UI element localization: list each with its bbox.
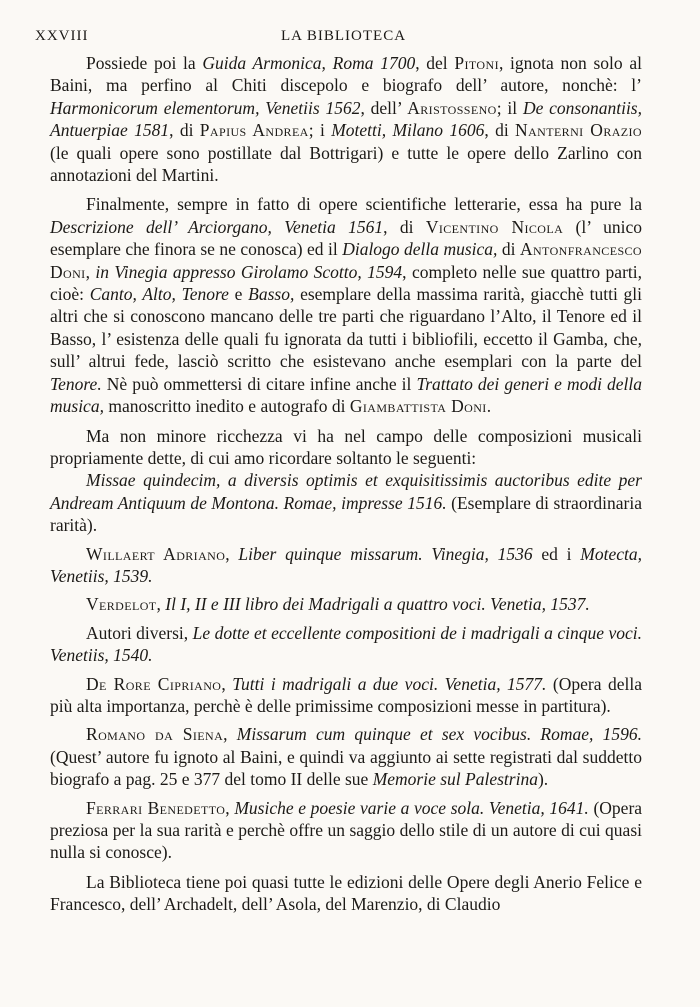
text-run: e: [228, 284, 249, 305]
italic-run: Liber quinque missarum. Vinegia, 1536: [238, 543, 533, 564]
italic-run: Guida Armonica, Roma 1700: [202, 53, 416, 73]
smallcaps-name: Nanterni Orazio: [515, 120, 642, 141]
text-run: ,: [225, 543, 239, 564]
text-run: Possiede poi la: [86, 53, 203, 73]
text-run: di: [497, 239, 520, 260]
text-run: ,: [225, 797, 235, 818]
smallcaps-name: Vicentino Nicola: [425, 216, 564, 237]
italic-run: Tutti i madrigali a due voci. Venetia, 1577.: [232, 673, 547, 694]
italic-run: Il I, II e III libro dei Madrigali a quattro voci. Venetia, 1537.: [165, 594, 590, 615]
running-header: [35, 28, 652, 45]
text-run: , di: [169, 120, 200, 141]
text-run: Ma non minore ricchezza vi ha nel campo delle composizioni musicali propriamente dette, di cui amo ricordare soltanto le seguenti:: [50, 425, 642, 468]
smallcaps-name: Verdelot: [86, 594, 157, 615]
text-run: ed i: [532, 543, 581, 564]
entry-autori-diversi: [50, 622, 642, 667]
text-run: (l’ unico esemplare che finora se ne conosca) ed il: [50, 216, 642, 260]
smallcaps-name: Pitoni: [454, 53, 499, 73]
text-run: , ignota non solo al Baini, ma perfino al Chiti discepolo e biografo dell’ autore, nonchè: l’: [50, 53, 642, 96]
italic-run: Musiche e poesie varie a voce sola. Venetia, 1641.: [234, 797, 589, 818]
italic-run: Basso,: [248, 284, 295, 305]
paragraph-composizioni-intro: [50, 425, 642, 470]
smallcaps-name: Romano da Siena: [86, 724, 224, 745]
text-run: ,: [156, 594, 166, 615]
text-run: , di: [484, 120, 516, 141]
italic-run: Trattato dei generi e modi della musica,: [50, 373, 642, 417]
entry-romano-da-siena: [50, 723, 642, 790]
text-run: ,: [221, 673, 233, 694]
text-run: ; i: [308, 120, 332, 141]
paragraph-finalmente: [50, 193, 642, 417]
running-title: LA BIBLIOTECA: [280, 28, 407, 44]
text-run: (Quest’ autore fu ignoto al Baini, e quindi va aggiunto ai sette registrati dal suddetto biografo a pag. 25 e 377 del tomo II delle sue: [50, 746, 642, 790]
entry-willaert: [50, 543, 642, 588]
page-folio: XXVIII: [35, 28, 89, 44]
text-run: , di: [383, 216, 426, 237]
entry-ferrari: [50, 797, 642, 864]
text-run: Nè può ommettersi di citare infine anche il: [101, 373, 417, 394]
text-run: , completo nelle sue quattro parti, cioè:: [50, 261, 642, 305]
italic-run: Memorie sul Palestrina: [372, 769, 538, 790]
entry-de-rore: [50, 673, 642, 718]
text-run: (Opera della più alta importanza, perchè è delle primissime composizioni messe in partitura).: [50, 673, 642, 716]
text-run: , del: [415, 53, 455, 73]
text-run: (le quali opere sono postillate dal Bottrigari) e tutte le opere dello Zarlino con annotazioni del Martini.: [50, 142, 642, 186]
italic-run: Motetti, Milano 1606: [331, 120, 485, 141]
smallcaps-name: Aristosseno: [407, 97, 497, 118]
text-run: ,: [85, 261, 96, 282]
smallcaps-name: Ferrari Benedetto: [86, 797, 226, 818]
italic-run: Harmonicorum elementorum, Venetiis 1562: [50, 97, 361, 118]
paragraph-pitoni: [50, 52, 642, 186]
italic-run: Dialogo della musica,: [342, 239, 498, 260]
text-run: ,: [223, 724, 237, 745]
text-run: (Esemplare di straordinaria rarità).: [50, 492, 642, 536]
italic-run: Canto, Alto, Tenore: [89, 284, 229, 305]
smallcaps-name: Antonfrancesco Doni: [50, 239, 642, 282]
smallcaps-name: Giambattista Doni: [349, 396, 487, 417]
text-run: ).: [537, 769, 549, 790]
paragraph-biblioteca-edizioni: [50, 871, 642, 916]
text-run: Finalmente, sempre in fatto di opere scientifiche letterarie, essa ha pure la: [86, 194, 642, 215]
entry-missae-quindecim: [50, 469, 642, 536]
entry-verdelot: [50, 593, 642, 615]
text-run: esemplare della massima rarità, giacchè tutti gli altri che si conoscono mancano delle tre parti che riguardano l’Alto, il Tenore ed il Basso, l’ esistenza delle quali fu ignorata da tutti i bibliofili, eccetto il Gamba, che, sull’ altrui fede, lasciò scritto che esistevano anche esemplari con la parte del: [50, 284, 643, 372]
italic-run: Missae quindecim, a diversis optimis et exquisitissimis auctoribus edite per Andream Antiquum de Montona. Romae, impresse 1516.: [50, 470, 642, 513]
italic-run: Motecta, Venetiis, 1539.: [50, 543, 642, 586]
text-run: .: [486, 396, 492, 417]
smallcaps-name: Papius Andrea: [199, 120, 309, 141]
italic-run: in Vinegia appresso Girolamo Scotto, 1594: [95, 261, 403, 282]
page-body: [50, 52, 642, 916]
italic-run: Missarum cum quinque et sex vocibus. Romae, 1596.: [236, 724, 642, 745]
smallcaps-name: De Rore Cipriano: [86, 673, 222, 694]
smallcaps-name: Willaert Adriano: [86, 543, 226, 564]
text-run: manoscritto inedito e autografo di: [103, 396, 350, 417]
italic-run: Le dotte et eccellente compositioni de i madrigali a cinque voci. Venetiis, 1540.: [50, 622, 642, 666]
text-run: , dell’: [360, 97, 408, 118]
text-run: ; il: [496, 97, 523, 118]
text-run: (Opera preziosa per la sua rarità e perchè offre un saggio dello stile di un autore di cui quasi nulla si conosce).: [50, 797, 643, 863]
italic-run: De consonantiis, Antuerpiae 1581: [50, 97, 642, 141]
italic-run: Tenore.: [50, 373, 102, 394]
text-run: Autori diversi,: [86, 622, 193, 643]
text-run: La Biblioteca tiene poi quasi tutte le edizioni delle Opere degli Anerio Felice e Francesco, dell’ Archadelt, dell’ Asola, del Marenzio, di Claudio: [50, 871, 642, 915]
italic-run: Descrizione dell’ Arciorgano, Venetia 1561: [50, 216, 384, 237]
